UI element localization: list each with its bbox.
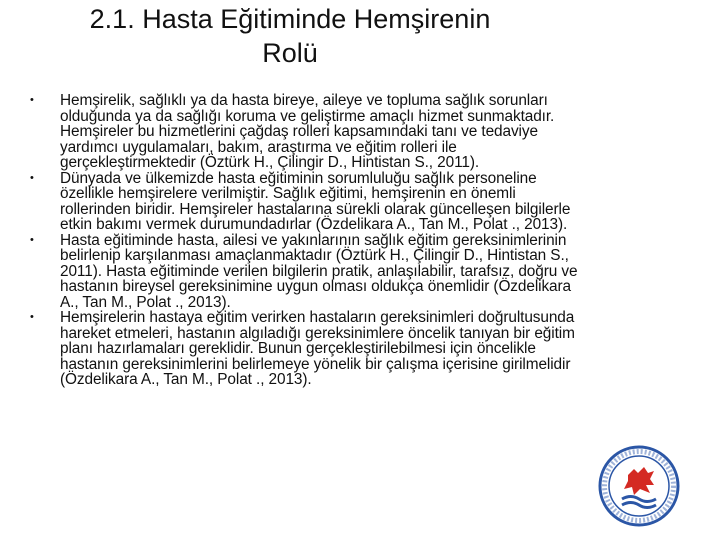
seal-graphic	[598, 445, 680, 527]
bullet-text: Hemşirelik, sağlıklı ya da hasta bireye, aileye ve topluma sağlık sorunları olduğunda ya da sağlığı koruma ve geliştirme amaçlı hizmet sunmaktadır. Hemşireler bu hizmetlerini çağdaş rolleri kapsamındaki tanı ve tedaviye yardımcı uygulamaları, bakım, araştırma ve eğitim rolleri ile gerçekleştirmektedir (Öztürk H., Çilingir D., Hintistan S., 2011).	[60, 92, 555, 171]
bullet-marker: •	[30, 94, 34, 106]
bullet-marker: •	[30, 171, 34, 184]
bullet-item	[30, 93, 590, 171]
slide-title	[30, 2, 550, 70]
bullet-marker: •	[30, 233, 34, 246]
slide-title-line-1: 2.1. Hasta Eğitiminde Hemşirenin	[89, 4, 491, 34]
slide-title-line-2: Rolü	[262, 38, 318, 68]
university-seal-icon	[598, 445, 680, 527]
bullet-list	[30, 93, 590, 388]
bullet-text: Dünyada ve ülkemizde hasta eğitiminin sorumluluğu sağlık personeline özellikle hemşirelere verilmiştir. Sağlık eğitimi, hemşirenin en önemli rollerinden biridir. Hemşireler hastalarına sürekli olarak güncelleşen bilgilerle etkin bakımı vermek durumundadırlar (Özdelikara A., Tan M., Polat ., 2013).	[60, 169, 571, 233]
bullet-marker: •	[30, 311, 34, 323]
bullet-text: Hemşirelerin hastaya eğitim verirken hastaların gereksinimleri doğrultusunda hareket etmeleri, hastanın algıladığı gereksinimlere öncelik tanıyan bir eğitim planı hazırlamaları gereklidir. Bunun gerçekleştirilebilmesi için öncelikle hastanın gereksinimlerini belirlemeye yönelik bir çalışma içerisine girilmelidir (Özdelikara A., Tan M., Polat ., 2013).	[60, 309, 575, 388]
bullet-item	[30, 233, 590, 311]
bullet-text: Hasta eğitiminde hasta, ailesi ve yakınlarının sağlık eğitim gereksinimlerinin belirlenip karşılanması amaçlanmaktadır (Öztürk H., Çilingir D., Hintistan S., 2011). Hasta eğitiminde verilen bilgilerin pratik, anlaşılabilir, tarafsız, doğru ve hastanın bireysel gereksinimine uygun olması oldukça önemlidir (Özdelikara A., Tan M., Polat ., 2013).	[60, 231, 578, 311]
bullet-item	[30, 310, 590, 388]
bullet-item	[30, 171, 590, 233]
